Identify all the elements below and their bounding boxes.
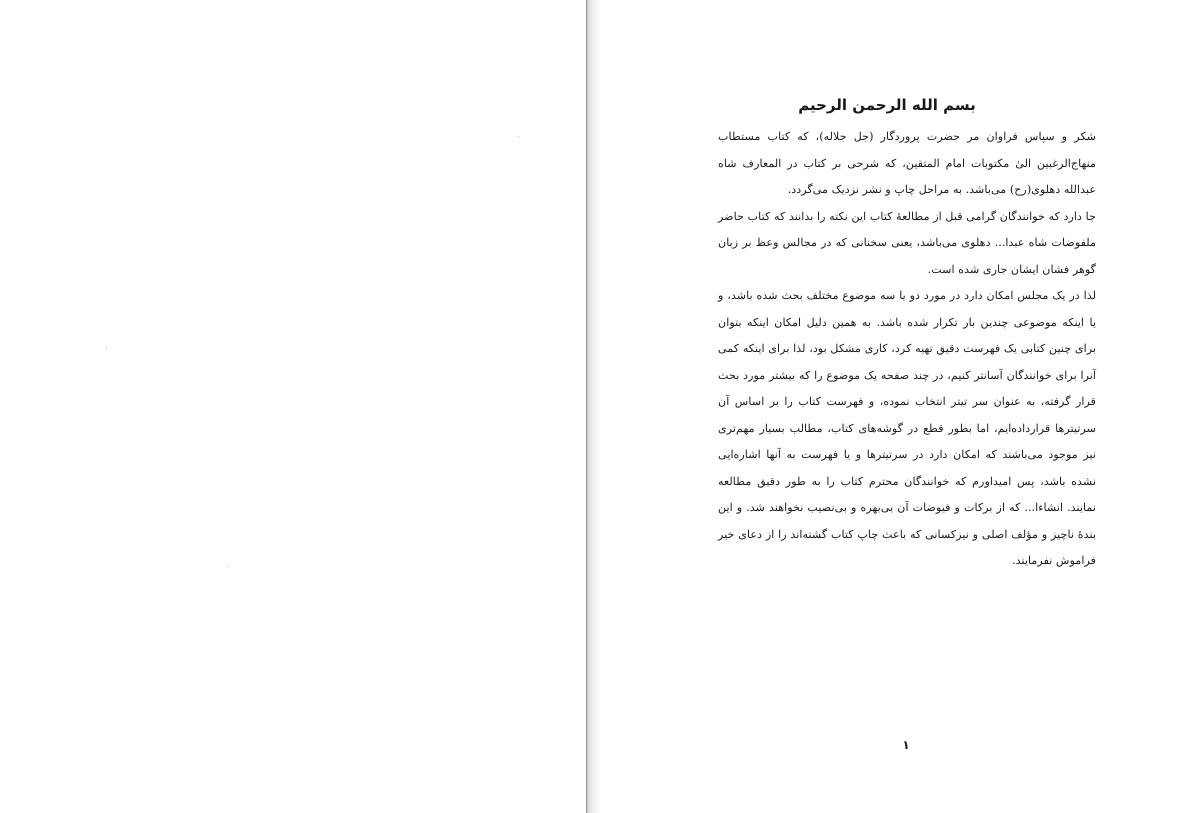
right-page xyxy=(600,0,1186,813)
paragraph-2: جا دارد که خوانندگان گرامی قبل از مطالعهٔ کتاب این نکته را بدانند که کتاب حاضر ملفوضات شاه عبدا... دهلوی می‌باشد، یعنی سخنانی که در مجالس وعظ بر زبان گوهر فشان ایشان جاری شده است. xyxy=(718,209,1096,276)
scan-speck xyxy=(106,348,107,349)
left-page xyxy=(0,0,586,813)
book-gutter xyxy=(586,0,600,813)
page-heading: بسم الله الرحمن الرحیم xyxy=(798,96,976,114)
page-number: ۱ xyxy=(902,738,910,752)
paragraph-3: لذا در یک مجلس امکان دارد در مورد دو یا سه موضوع مختلف بحث شده باشد، و یا اینکه موضوعی چندین بار تکرار شده باشد. به همین دلیل امکان اینکه بتوان برای چنین کتابی یک فهرست دقیق تهیه کرد، کاری مشکل بود، لذا برای اینکه کمی آنرا برای خوانندگان آسانتر کنیم، در چند صفحه یک موضوع را که بیشتر مورد بحث قرار گرفته، به عنوان سر تیتر انتخاب نموده، و فهرست کتاب را بر اساس آن سرتیترها قرارداده‌ایم، اما بطور قطع در گوشه‌های کتاب، مطالب بسیار مهم‌تری نیز موجود می‌باشند که امکان دارد در سرتیترها و یا فهرست به آنها اشاره‌ایی نشده باشد، پس امیداورم که خوانندگان محترم کتاب را به طور دقیق مطالعه نمایند. انشاءا... که از برکات و فیوضات آن بی‌بهره و بی‌نصیب نخواهند شد. و این بندهٔ ناچیز و مؤلف اصلی و نیزکسانی که باعث چاپ کتاب گشته‌اند را از دعای خیر فراموش نفرمایند. xyxy=(718,289,1096,567)
gutter-edge xyxy=(586,0,587,813)
scan-speck xyxy=(518,136,519,137)
scan-speck xyxy=(228,566,229,567)
page-text xyxy=(718,92,1096,575)
paragraph-1: شکر و سپاس فراوان مر حضرت پروردگار (جل جلاله)، که کتاب مستطاب منهاج‌الرغبین الیٰ مکتوبات امام المتقین، که شرحی بر کتاب در المعارف شاه عبدالله دهلوی(رح) می‌باشد. به مراحل چاپ و نشر نزدیک می‌گردد. xyxy=(718,130,1096,196)
